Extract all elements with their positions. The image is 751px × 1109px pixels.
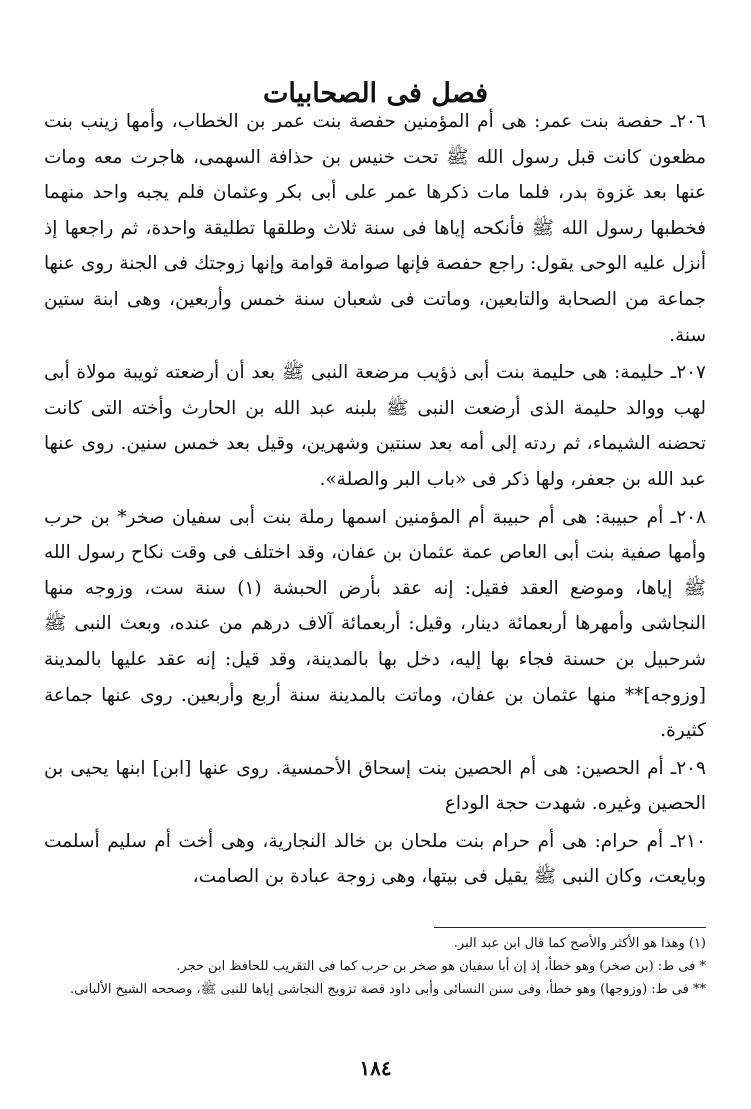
entry-208-umm-habiba: ٢٠٨ـ أم حبيبة: هى أم حبيبة أم المؤمنين اسمها رملة بنت أبى سفيان صخر* بن حرب وأمها صفية بنت أبى العاص عمة عثمان بن عفان، وقد اختلف فى وقت نكاح رسول الله ﷺ إياها، وموضع العقد فقيل: إنه عقد بأرض الحبشة (١) سنة ست، وزوجه منها النجاشى وأمهرها أربعمائة دينار، وقيل: أربعمائة آلاف درهم من عنده، وبعث النبى ﷺ شرحبيل بن حسنة فجاء بها إليه، دخل بها بالمدينة، وقد قيل: إنه عقد عليها بالمدينة [وزوجه]** منها عثمان بن عفان، وماتت بالمدينة سنة أربع وأربعين. روى عنها جماعة كثيرة. [44,506,706,742]
entry-210-umm-haram: ٢١٠ـ أم حرام: هى أم حرام بنت ملحان بن خالد النجارية، وهى أخت أم سليم أسلمت وبايعت، وكان النبى ﷺ يقيل فى بيتها، وهى زوجة عبادة بن الصامت، [44,830,706,888]
footnote-divider [434,927,706,928]
footnote-star: * فى ط: (بن صخر) وهو خطأ، إذ إن أبا سفيان هو صخر بن حرب كما فى التقريب للحافظ ابن حجر. [176,959,706,974]
chapter-title: فصل فى الصحابيات [262,78,489,110]
footnotes [44,932,706,1001]
entry-207-halima: ٢٠٧ـ حليمة: هى حليمة بنت أبى ذؤيب مرضعة النبى ﷺ بعد أن أرضعته ثويبة مولاة أبى لهب ووالد حليمة الذى أرضعت النبى ﷺ بلبنه عبد الله بن الحارث وأخته التى كانت تحضنه الشيماء، ثم ردته إلى أمه بعد سنتين وشهرين، وقيل بعد خمس سنين. روى عنها عبد الله بن جعفر، ولها ذكر فى «باب البر والصلة». [44,362,706,490]
footnote-1: (١) وهذا هو الأكثر والأصح كما قال ابن عبد البر. [453,936,706,951]
entry-206-hafsa: ٢٠٦ـ حفصة بنت عمر: هى أم المؤمنين حفصة بنت عمر بن الخطاب، وأمها زينب بنت مظعون كانت قبل رسول الله ﷺ تحت خنيس بن حذافة السهمى، هاجرت معه ومات عنها بعد غزوة بدر، فلما مات ذكرها عمر على أبى بكر وعثمان فلم يجبه واحد منهما فخطبها رسول الله ﷺ فأنكحه إياها فى سنة ثلاث وطلقها تطليقة واحدة، ثم راجعها إذ أنزل عليه الوحى يقول: راجع حفصة فإنها صوامة قوامة وإنها زوجتك فى الجنة روى عنها جماعة من الصحابة والتابعين، وماتت فى شعبان سنة خمس وأربعين، وهى ابنة ستين سنة. [44,111,706,346]
page-number: ١٨٤ [359,1056,392,1080]
footnote-double-star: ** فى ط: (وزوجها) وهو خطأ، وفى سنن النسائى وأبى داود قصة تزويج النجاشى إياها للنبى ﷺ، وصححه الشيخ الألبانى. [70,982,706,997]
entry-209-umm-al-husain: ٢٠٩ـ أم الحصين: هى أم الحصين بنت إسحاق الأحمسية. روى عنها [ابن] ابنها يحيى بن الحصين وغيره. شهدت حجة الوداع [44,757,706,815]
main-text [44,104,706,895]
